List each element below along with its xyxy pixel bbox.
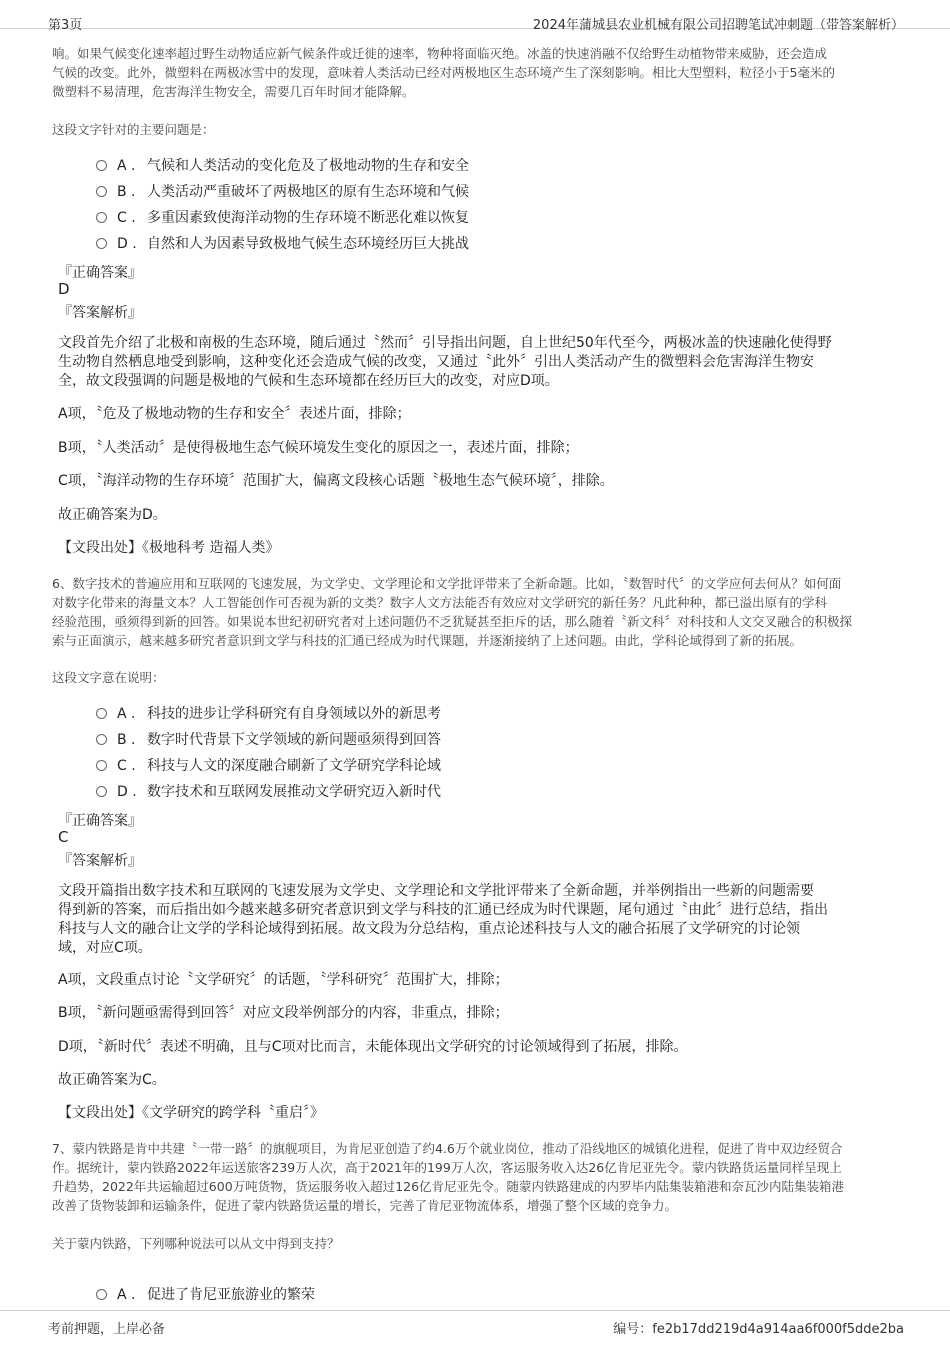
option-letter: B . xyxy=(117,732,136,748)
radio-icon[interactable] xyxy=(96,238,107,249)
q5-option-d[interactable] xyxy=(96,233,469,253)
footer-slogan: 考前押题，上岸必备 xyxy=(48,1322,166,1337)
q5-source: 【文段出处】《极地科考 造福人类》 xyxy=(58,540,280,556)
q6-source: 【文段出处】《文学研究的跨学科〝重启〞》 xyxy=(58,1105,324,1121)
option-letter: A . xyxy=(117,1287,136,1303)
q5-option-c[interactable] xyxy=(96,207,469,227)
page-footer xyxy=(0,1310,950,1346)
option-text: 多重因素致使海洋动物的生存环境不断恶化难以恢复 xyxy=(147,210,469,226)
q6-option-b[interactable] xyxy=(96,729,441,749)
option-letter: A . xyxy=(117,706,136,722)
q6-note-b: B项，〝新问题亟需得到回答〞对应文段举例部分的内容，非重点，排除； xyxy=(58,1005,509,1021)
passage-line: 响。如果气候变化速率超过野生动物适应新气候条件或迁徙的速率，物种将面临灭绝。冰盖的快速消融不仅给野生动植物带来威胁，还会造成 xyxy=(52,46,828,61)
analysis-line: 文段首先介绍了北极和南极的生态环境，随后通过〝然而〞引导指出问题，自上世纪50年代至今，两极冰盖的快速融化使得野 xyxy=(58,335,832,351)
q6-passage xyxy=(52,574,902,650)
option-text: 人类活动严重破坏了两极地区的原有生态环境和气候 xyxy=(147,184,469,200)
radio-icon[interactable] xyxy=(96,708,107,719)
radio-icon[interactable] xyxy=(96,160,107,171)
option-letter: D . xyxy=(117,784,137,800)
q7-prompt: 关于蒙内铁路，下列哪种说法可以从文中得到支持？ xyxy=(52,1236,340,1251)
passage-line: 改善了货物装卸和运输条件，促进了蒙内铁路货运量的增长，完善了肯尼亚物流体系，增强了整个区域的竞争力。 xyxy=(52,1198,678,1213)
passage-line: 对数字化带来的海量文本？人工智能创作可否视为新的文类？数字人文方法能否有效应对文学研究的新任务？凡此种种，都已溢出原有的学科 xyxy=(52,595,828,610)
option-text: 科技的进步让学科研究有自身领域以外的新思考 xyxy=(147,706,441,722)
passage-line: 升趋势，2022年共运输超过600万吨货物，货运服务收入超过126亿肯尼亚先令。随蒙内铁路建成的内罗毕内陆集装箱港和奈瓦沙内陆集装箱港 xyxy=(52,1179,845,1194)
q7-passage xyxy=(52,1139,902,1215)
document-title: 2024年蒲城县农业机械有限公司招聘笔试冲刺题（带答案解析） xyxy=(532,18,904,33)
radio-icon[interactable] xyxy=(96,212,107,223)
analysis-line: 全，故文段强调的问题是极地的气候和生态环境都在经历巨大的改变，对应D项。 xyxy=(58,373,559,389)
q5-analysis-label: 『答案解析』 xyxy=(58,305,142,321)
q6-option-c[interactable] xyxy=(96,755,441,775)
option-letter: A . xyxy=(117,158,136,174)
option-text: 促进了肯尼亚旅游业的繁荣 xyxy=(147,1287,315,1303)
radio-icon[interactable] xyxy=(96,186,107,197)
passage-line: 气候的改变。此外，微塑料在两极冰雪中的发现，意味着人类活动已经对两极地区生态环境产生了深刻影响。相比大型塑料，粒径小于5毫米的 xyxy=(52,65,835,80)
q5-note-b: B项，〝人类活动〞是使得极地生态气候环境发生变化的原因之一，表述片面，排除； xyxy=(58,440,579,456)
option-text: 气候和人类活动的变化危及了极地动物的生存和安全 xyxy=(147,158,469,174)
radio-icon[interactable] xyxy=(96,734,107,745)
radio-icon[interactable] xyxy=(96,1289,107,1300)
q6-answer: C xyxy=(58,828,69,846)
option-letter: C . xyxy=(117,758,136,774)
option-letter: B . xyxy=(117,184,136,200)
passage-line: 微塑料不易清理，危害海洋生物安全，需要几百年时间才能降解。 xyxy=(52,84,415,99)
q6-option-a[interactable] xyxy=(96,703,441,723)
q6-prompt: 这段文字意在说明： xyxy=(52,670,165,685)
q5-option-a[interactable] xyxy=(96,155,469,175)
q5-answer-label: 『正确答案』 xyxy=(58,265,142,281)
q7-option-a[interactable] xyxy=(96,1284,315,1304)
q5-answer: D xyxy=(58,280,70,298)
q5-passage xyxy=(52,44,902,101)
q6-analysis xyxy=(58,882,888,958)
option-text: 数字时代背景下文学领域的新问题亟须得到回答 xyxy=(147,732,441,748)
passage-line: 索与正面演示，越来越多研究者意识到文学与科技的汇通已经成为时代课题，并逐渐接纳了上述问题。由此，学科论域得到了新的拓展。 xyxy=(52,633,803,648)
q5-analysis xyxy=(58,334,888,391)
passage-line: 作。据统计，蒙内铁路2022年运送旅客239万人次，高于2021年的199万人次，客运服务收入达26亿肯尼亚先令。蒙内铁路货运量同样呈现上 xyxy=(52,1160,842,1175)
option-text: 自然和人为因素导致极地气候生态环境经历巨大挑战 xyxy=(147,236,469,252)
option-text: 科技与人文的深度融合刷新了文学研究学科论域 xyxy=(147,758,441,774)
q5-option-b[interactable] xyxy=(96,181,469,201)
q6-conclusion: 故正确答案为C。 xyxy=(58,1072,166,1088)
q6-answer-label: 『正确答案』 xyxy=(58,813,142,829)
analysis-line: 域，对应C项。 xyxy=(58,940,152,956)
q5-note-a: A项，〝危及了极地动物的生存和安全〞表述片面，排除； xyxy=(58,406,411,422)
page-number: 第3页 xyxy=(48,18,83,33)
radio-icon[interactable] xyxy=(96,760,107,771)
passage-line: 6、数字技术的普遍应用和互联网的飞速发展，为文学史、文学理论和文学批评带来了全新命题。比如，〝数智时代〞的文学应何去何从？如何面 xyxy=(52,576,842,591)
q6-note-d: D项，〝新时代〞表述不明确，且与C项对比而言，未能体现出文学研究的讨论领域得到了拓展，排除。 xyxy=(58,1039,688,1055)
q5-prompt: 这段文字针对的主要问题是： xyxy=(52,122,215,137)
page-header xyxy=(0,0,950,33)
passage-line: 7、蒙内铁路是肯中共建〝一带一路〞的旗舰项目，为肯尼亚创造了约4.6万个就业岗位，推动了沿线地区的城镇化进程，促进了肯中双边经贸合 xyxy=(52,1141,843,1156)
analysis-line: 得到新的答案，而后指出如今越来越多研究者意识到文学与科技的汇通已经成为时代课题，尾句通过〝由此〞进行总结，指出 xyxy=(58,902,828,918)
q6-note-a: A项，文段重点讨论〝文学研究〞的话题，〝学科研究〞范围扩大，排除； xyxy=(58,972,509,988)
option-letter: D . xyxy=(117,236,137,252)
analysis-line: 文段开篇指出数字技术和互联网的飞速发展为文学史、文学理论和文学批评带来了全新命题，并举例指出一些新的问题需要 xyxy=(58,883,814,899)
document-id: 编号：fe2b17dd219d4a914aa6f000f5dde2ba xyxy=(613,1322,904,1337)
q6-analysis-label: 『答案解析』 xyxy=(58,853,142,869)
radio-icon[interactable] xyxy=(96,786,107,797)
option-text: 数字技术和互联网发展推动文学研究迈入新时代 xyxy=(147,784,441,800)
analysis-line: 生动物自然栖息地受到影响，这种变化还会造成气候的改变，又通过〝此外〞引出人类活动产生的微塑料会危害海洋生物安 xyxy=(58,354,814,370)
passage-line: 经验范围，亟须得到新的回答。如果说本世纪初研究者对上述问题仍不乏犹疑甚至拒斥的话，那么随着〝新文科〞对科技和人文交叉融合的积极探 xyxy=(52,614,853,629)
analysis-line: 科技与人文的融合让文学的学科论域得到拓展。故文段为分总结构，重点论述科技与人文的融合拓展了文学研究的讨论领 xyxy=(58,921,800,937)
q5-note-c: C项，〝海洋动物的生存环境〞范围扩大，偏离文段核心话题〝极地生态气候环境〞，排除。 xyxy=(58,473,614,489)
q5-conclusion: 故正确答案为D。 xyxy=(58,507,167,523)
option-letter: C . xyxy=(117,210,136,226)
q6-option-d[interactable] xyxy=(96,781,441,801)
